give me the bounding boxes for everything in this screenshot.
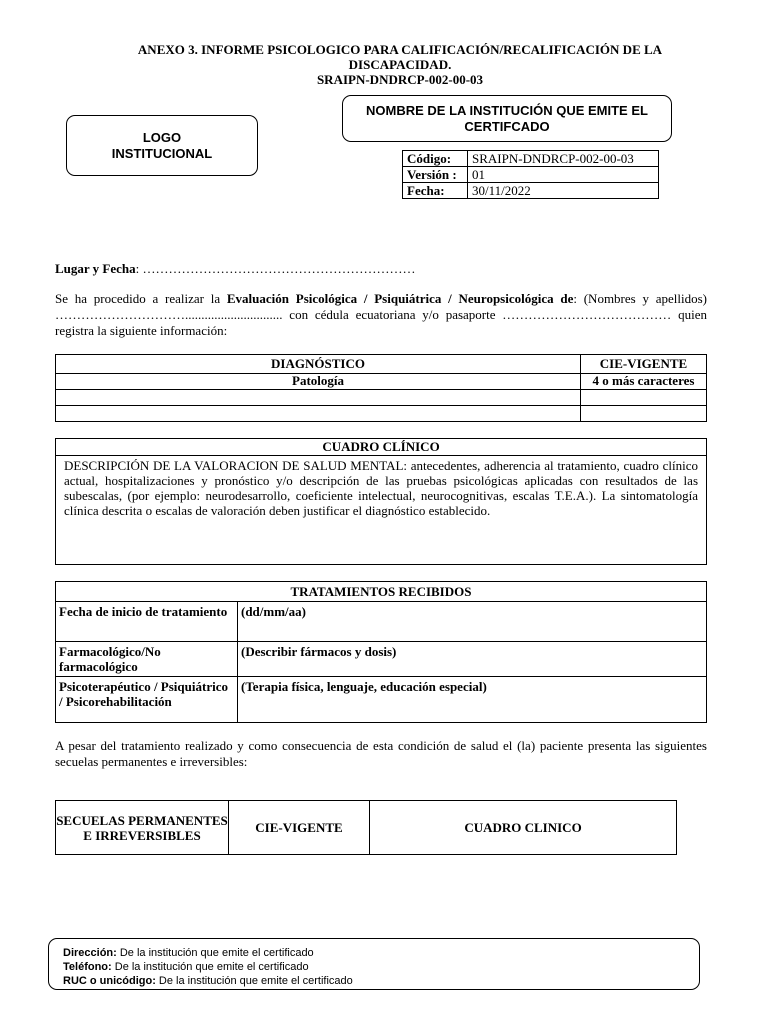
procedure-prefix: Se ha procedido a realizar la: [55, 291, 227, 306]
footer-contact-box: [48, 938, 700, 990]
title-line-2: SRAIPN-DNDRCP-002-00-03: [316, 72, 484, 87]
cie-caracteres-header: 4 o más caracteres: [581, 374, 707, 390]
tratamiento-row-value[interactable]: (Terapia física, lenguaje, educación especial): [238, 677, 707, 723]
institution-name-box: [342, 95, 672, 142]
direccion-label: Dirección:: [63, 947, 117, 959]
patologia-header: Patología: [56, 374, 581, 390]
ruc-label: RUC o unicódigo:: [63, 975, 156, 987]
fecha-label: Fecha:: [403, 183, 468, 199]
diagnostico-cell[interactable]: [56, 406, 581, 422]
tratamiento-row-label: Farmacológico/No farmacológico: [56, 642, 238, 677]
document-title: [100, 42, 700, 87]
version-value: 01: [468, 167, 659, 183]
diagnostico-cell[interactable]: [56, 390, 581, 406]
footer-ruc: [63, 974, 685, 988]
cie-vigente-header: CIE-VIGENTE: [229, 801, 370, 855]
lugar-fecha-value: : ………………………………………………………: [135, 261, 416, 276]
cuadro-clinico-header: CUADRO CLÍNICO: [56, 439, 706, 456]
tratamiento-row-label: Fecha de inicio de tratamiento: [56, 602, 238, 642]
codigo-value: SRAIPN-DNDRCP-002-00-03: [468, 151, 659, 167]
cie-cell[interactable]: [581, 406, 707, 422]
tratamientos-header: TRATAMIENTOS RECIBIDOS: [56, 582, 707, 602]
diagnostico-table: [55, 354, 707, 422]
tratamiento-row-value[interactable]: (Describir fármacos y dosis): [238, 642, 707, 677]
ruc-value: De la institución que emite el certificado: [155, 975, 353, 987]
institution-name-text: NOMBRE DE LA INSTITUCIÓN QUE EMITE EL CERTIFCADO: [366, 102, 648, 134]
secuelas-header: SECUELAS PERMANENTES E IRREVERSIBLES: [56, 801, 229, 855]
tratamientos-table: [55, 581, 707, 723]
cuadro-clinico-box: [55, 438, 707, 565]
version-label: Versión :: [403, 167, 468, 183]
document-code-table: [402, 150, 659, 199]
cuadro-clinico-header: CUADRO CLINICO: [370, 801, 677, 855]
lugar-fecha-line: [55, 261, 707, 277]
secuelas-intro-paragraph: A pesar del tratamiento realizado y como consecuencia de esta condición de salud el (la) paciente presenta las siguientes secuelas permanentes e irreversibles:: [55, 738, 707, 769]
procedure-suffix: : (Nombres y apellidos) ………………………….............................. con cédula ecuatoriana y/o pasaporte ………………………………… quien registra la siguiente información:: [55, 291, 707, 338]
procedure-paragraph: [55, 291, 707, 339]
tratamiento-row-label: Psicoterapéutico / Psiquiátrico / Psicorehabilitación: [56, 677, 238, 723]
codigo-label: Código:: [403, 151, 468, 167]
fecha-value: 30/11/2022: [468, 183, 659, 199]
footer-telefono: [63, 960, 685, 974]
telefono-value: De la institución que emite el certificado: [111, 961, 309, 973]
title-line-1: ANEXO 3. INFORME PSICOLOGICO PARA CALIFICACIÓN/RECALIFICACIÓN DE LA DISCAPACIDAD.: [137, 42, 663, 72]
telefono-label: Teléfono:: [63, 961, 112, 973]
tratamiento-row-value[interactable]: (dd/mm/aa): [238, 602, 707, 642]
secuelas-table: [55, 800, 677, 855]
cie-vigente-header: CIE-VIGENTE: [581, 355, 707, 374]
direccion-value: De la institución que emite el certificado: [116, 947, 314, 959]
procedure-bold: Evaluación Psicológica / Psiquiátrica / Neuropsicológica de: [226, 291, 574, 306]
footer-direccion: [63, 946, 685, 960]
lugar-fecha-label: Lugar y Fecha: [55, 261, 136, 276]
cuadro-clinico-description: DESCRIPCIÓN DE LA VALORACION DE SALUD MENTAL: antecedentes, adherencia al tratamiento, cuadro clínico actual, hospitalizaciones y pronóstico y/o descripción de las pruebas psicológicas aplicadas con resultados de las subescalas, (por ejemplo: neurodesarrollo, coeficiente intelectual, neurocognitivas, escalas T.E.A.). La sintomatología clínica descrita o escalas de valoración deben justificar el diagnóstico establecido.: [64, 458, 698, 518]
diagnostico-header: DIAGNÓSTICO: [56, 355, 581, 374]
logo-placeholder: [66, 115, 258, 176]
cie-cell[interactable]: [581, 390, 707, 406]
logo-text: LOGO INSTITUCIONAL: [111, 129, 213, 161]
